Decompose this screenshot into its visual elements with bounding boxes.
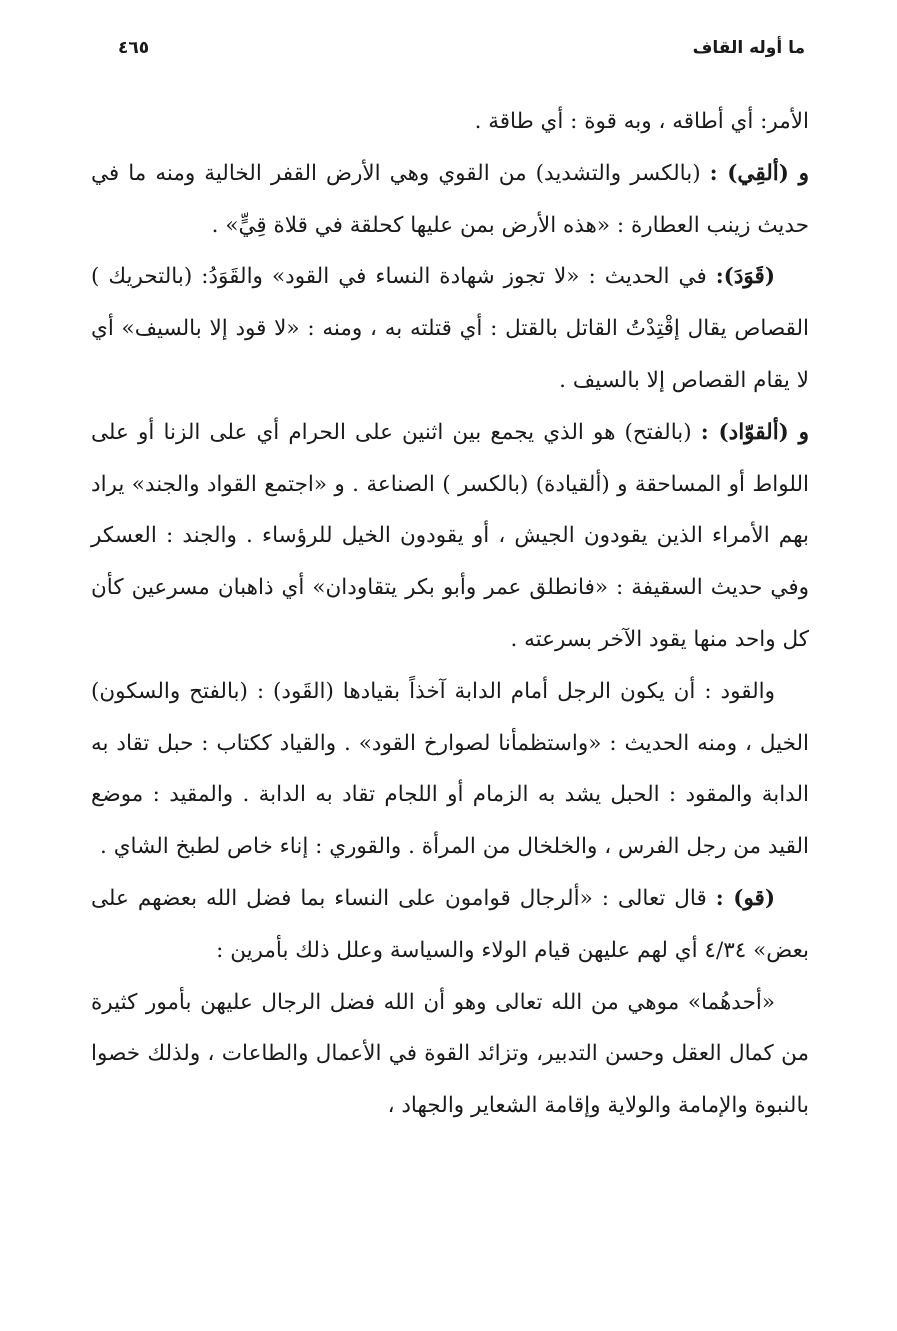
entry-keyword: و (ألقِي) : bbox=[709, 160, 809, 186]
paragraph-text: قال تعالى : «ألرجال قوامون على النساء بما فضل الله بعضهم على بعض» ٤/٣٤ أي لهم عليهن قيام الولاء والسياسة وعلل ذلك بأمرين : bbox=[91, 885, 809, 963]
paragraph bbox=[91, 666, 809, 873]
body-text bbox=[91, 96, 809, 1132]
paragraph bbox=[91, 407, 809, 666]
paragraph-text: والقود : أن يكون الرجل أمام الدابة آخذاً بقيادها (القَود) : (بالفتح والسكون) الخيل ، ومنه الحديث : «واستظمأنا لصوارخ القود» . والقياد ككتاب : حبل تقاد به الدابة والمقود : الحبل يشد به الزمام أو اللجام تقاد به الدابة . والمقيد : موضع القيد من رجل الفرس ، والخلخال من المرأة . والقوري : إناء خاص لطبخ الشاي . bbox=[91, 678, 809, 860]
paragraph-text: الأمر: أي أطاقه ، وبه قوة : أي طاقة . bbox=[474, 109, 809, 134]
entry-keyword: و (ألقوّاد) : bbox=[700, 419, 809, 445]
paragraph-text: (بالكسر والتشديد) من القوي وهي الأرض القفر الخالية ومنه ما في حديث زينب العطارة : «هذه الأرض بمن عليها كحلقة في قلاة قِيٍّ» . bbox=[91, 160, 809, 238]
paragraph bbox=[91, 977, 809, 1132]
running-head: ما أوله القاف bbox=[692, 38, 805, 58]
page-number: ٤٦٥ bbox=[118, 38, 150, 58]
paragraph-text: (بالفتح) هو الذي يجمع بين اثنين على الحرام أي على الزنا أو على اللواط أو المساحقة و (ألقيادة) (بالكسر ) الصناعة . و «اجتمع القواد والجند» يراد بهم الأمراء الذين يقودون الجيش ، أو يقودون الخيل للرؤساء . والجند : العسكر وفي حديث السقيفة : «فانطلق عمر وأبو بكر يتقاودان» أي ذاهبان مسرعين كأن كل واحد منها يقود الآخر بسرعته . bbox=[91, 419, 809, 652]
paragraph bbox=[91, 148, 809, 252]
paragraph bbox=[91, 873, 809, 977]
paragraph bbox=[91, 96, 809, 148]
paragraph-text: في الحديث : «لا تجوز شهادة النساء في القود» والقَوَدُ: (بالتحريك ) القصاص يقال إقْتِدْتُ القاتل بالقتل : أي قتلته به ، ومنه : «لا قود إلا بالسيف» أي لا يقام القصاص إلا بالسيف . bbox=[91, 264, 809, 393]
entry-keyword: (قَوَدَ): bbox=[715, 264, 775, 290]
entry-keyword: (قو) : bbox=[715, 885, 775, 911]
page-header bbox=[98, 38, 805, 66]
paragraph-text: «أحدهُما» موهي من الله تعالى وهو أن الله فضل الرجال عليهن بأمور كثيرة من كمال العقل وحسن التدبير، وتزائد القوة في الأعمال والطاعات ، ولذلك خصوا بالنبوة والإمامة والولاية وإقامة الشعاير والجهاد ، bbox=[91, 989, 809, 1119]
paragraph bbox=[91, 251, 809, 406]
